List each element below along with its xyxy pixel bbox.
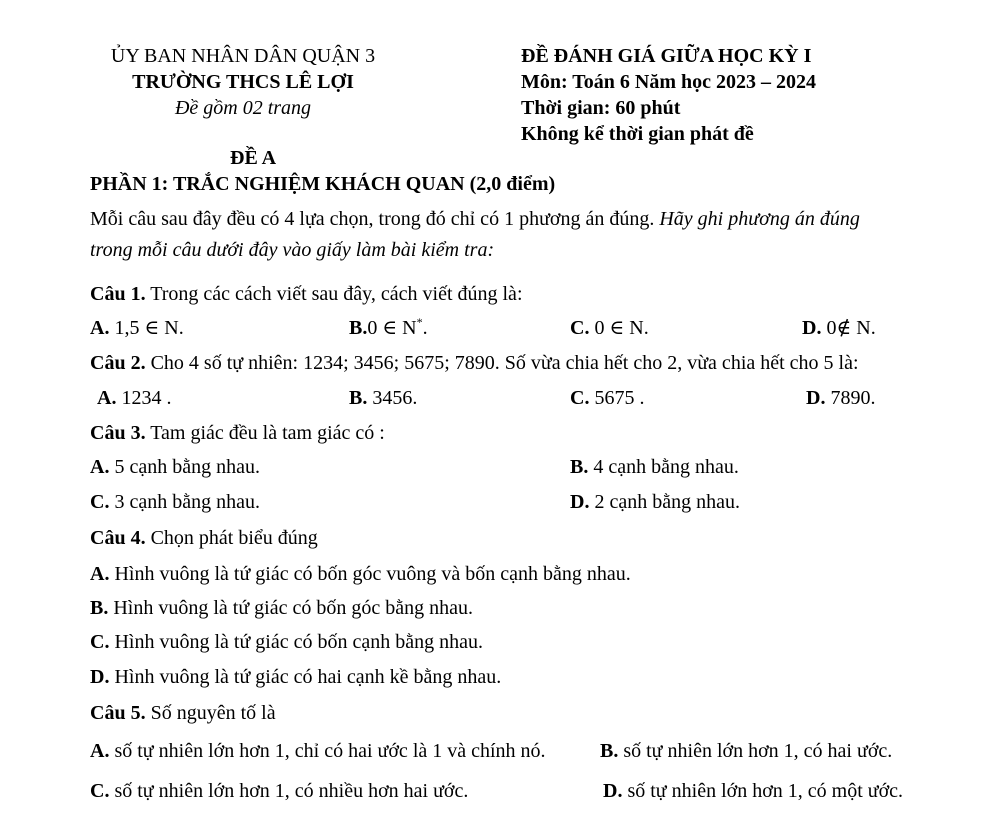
q5-option-d-text: số tự nhiên lớn hơn 1, có một ước. <box>627 780 904 802</box>
school-name: TRƯỜNG THCS LÊ LỢI <box>132 71 354 93</box>
page-count: Đề gồm 02 trang <box>174 97 312 119</box>
instruction-plain: Mỗi câu sau đây đều có 4 lựa chọn, trong đó chỉ có 1 phương án đúng. <box>90 208 655 230</box>
q4-option-d-text: Hình vuông là tứ giác có hai cạnh kề bằng nhau. <box>114 666 502 688</box>
q1-option-d-text: 0∉ N. <box>826 317 876 339</box>
q2-option-a <box>97 386 171 410</box>
q3-option-d <box>570 490 740 514</box>
q1-option-c <box>570 316 649 340</box>
exam-duration: Thời gian: 60 phút <box>521 97 681 119</box>
q4-option-b-key: B. <box>90 597 109 619</box>
q1-option-a <box>90 316 184 340</box>
question-4 <box>90 526 318 550</box>
q4-option-a-text: Hình vuông là tứ giác có bốn góc vuông và bốn cạnh bằng nhau. <box>114 563 631 585</box>
q3-option-d-text: 2 cạnh bằng nhau. <box>594 491 740 513</box>
q5-option-a <box>90 739 546 763</box>
q2-option-a-text: 1234 . <box>121 387 172 409</box>
q2-option-d-key: D. <box>806 387 826 409</box>
q5-option-a-key: A. <box>90 740 110 762</box>
question-1-label: Câu 1. <box>90 283 146 305</box>
question-2-text: Cho 4 số tự nhiên: 1234; 3456; 5675; 7890. Số vừa chia hết cho 2, vừa chia hết cho 5 là: <box>150 352 859 374</box>
q2-option-b <box>349 386 417 410</box>
exam-subject-year: Môn: Toán 6 Năm học 2023 – 2024 <box>521 71 817 93</box>
question-2 <box>90 351 859 375</box>
q1-option-b-text: 0 ∈ N <box>367 317 417 339</box>
q2-option-c-text: 5675 . <box>594 387 645 409</box>
q5-option-b <box>600 739 892 763</box>
q4-option-a <box>90 562 631 586</box>
q3-option-c-key: C. <box>90 491 110 513</box>
question-1 <box>90 282 523 306</box>
q3-option-b-text: 4 cạnh bằng nhau. <box>593 456 739 478</box>
question-1-text: Trong các cách viết sau đây, cách viết đúng là: <box>150 283 523 305</box>
q2-option-b-key: B. <box>349 387 368 409</box>
q4-option-a-key: A. <box>90 563 110 585</box>
q2-option-c-key: C. <box>570 387 590 409</box>
instruction-line-1 <box>90 207 860 231</box>
question-3-label: Câu 3. <box>90 422 146 444</box>
question-5-label: Câu 5. <box>90 702 146 724</box>
q3-option-b-key: B. <box>570 456 589 478</box>
q1-option-d-key: D. <box>802 317 822 339</box>
instruction-italic-1: Hãy ghi phương án đúng <box>659 208 860 230</box>
q4-option-c <box>90 630 483 654</box>
q5-option-a-text: số tự nhiên lớn hơn 1, chỉ có hai ước là 1 và chính nó. <box>114 740 546 762</box>
question-5 <box>90 701 276 725</box>
q2-option-d-text: 7890. <box>830 387 876 409</box>
question-3-text: Tam giác đều là tam giác có : <box>150 422 385 444</box>
section-title: PHẦN 1: TRẮC NGHIỆM KHÁCH QUAN (2,0 điểm) <box>90 173 556 195</box>
q1-option-c-text: 0 ∈ N. <box>594 317 649 339</box>
q4-option-c-text: Hình vuông là tứ giác có bốn cạnh bằng nhau. <box>114 631 483 653</box>
q3-option-d-key: D. <box>570 491 590 513</box>
question-4-label: Câu 4. <box>90 527 146 549</box>
q1-option-b-suffix: . <box>422 317 428 339</box>
q2-option-a-key: A. <box>97 387 117 409</box>
q1-option-d <box>802 316 876 340</box>
q1-option-a-text: 1,5 ∈ N. <box>114 317 184 339</box>
q5-option-c-text: số tự nhiên lớn hơn 1, có nhiều hơn hai ước. <box>114 780 469 802</box>
q4-option-d-key: D. <box>90 666 110 688</box>
q2-option-b-text: 3456. <box>372 387 418 409</box>
q1-option-b-sup: * <box>416 315 423 329</box>
question-2-label: Câu 2. <box>90 352 146 374</box>
exam-time-note: Không kể thời gian phát đề <box>521 123 754 145</box>
q3-option-a-key: A. <box>90 456 110 478</box>
q3-option-c-text: 3 cạnh bằng nhau. <box>114 491 260 513</box>
district-name: ỦY BAN NHÂN DÂN QUẬN 3 <box>110 45 376 67</box>
exam-title: ĐỀ ĐÁNH GIÁ GIỮA HỌC KỲ I <box>521 45 812 67</box>
q5-option-b-text: số tự nhiên lớn hơn 1, có hai ước. <box>623 740 893 762</box>
q3-option-a <box>90 455 260 479</box>
q3-option-a-text: 5 cạnh bằng nhau. <box>114 456 260 478</box>
q1-option-b <box>349 316 428 340</box>
q1-option-b-key: B. <box>349 317 368 339</box>
q1-option-a-key: A. <box>90 317 110 339</box>
question-5-text: Số nguyên tố là <box>150 702 276 724</box>
q1-option-c-key: C. <box>570 317 590 339</box>
q4-option-b-text: Hình vuông là tứ giác có bốn góc bằng nhau. <box>113 597 473 619</box>
q5-option-d <box>603 779 903 803</box>
q4-option-d <box>90 665 501 689</box>
q5-option-c-key: C. <box>90 780 110 802</box>
q4-option-b <box>90 596 473 620</box>
q3-option-b <box>570 455 739 479</box>
question-3 <box>90 421 385 445</box>
instruction-line-2: trong mỗi câu dưới đây vào giấy làm bài kiểm tra: <box>90 239 495 261</box>
q2-option-c <box>570 386 644 410</box>
q2-option-d <box>806 386 875 410</box>
exam-code: ĐỀ A <box>230 147 277 169</box>
q5-option-c <box>90 779 468 803</box>
q4-option-c-key: C. <box>90 631 110 653</box>
question-4-text: Chọn phát biểu đúng <box>150 527 318 549</box>
q5-option-d-key: D. <box>603 780 623 802</box>
q3-option-c <box>90 490 260 514</box>
q5-option-b-key: B. <box>600 740 619 762</box>
